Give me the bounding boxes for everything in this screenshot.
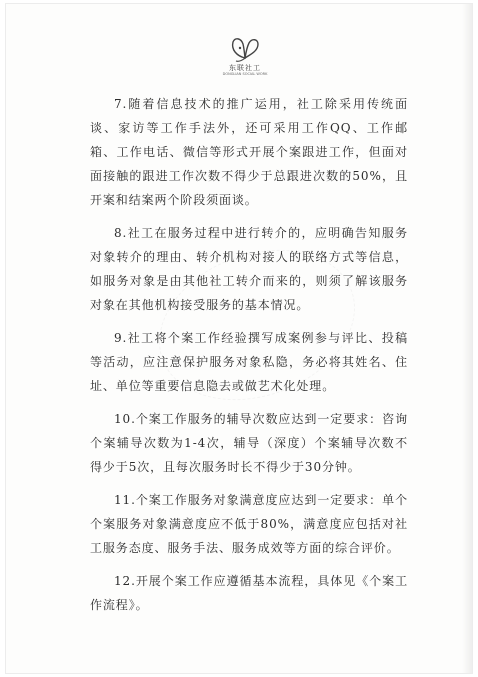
paragraph-item-9: 9.社工将个案工作经验撰写成案例参与评比、投稿等活动，应注意保护服务对象私隐，务必将其姓名、住址、单位等重要信息隐去或做艺术化处理。 xyxy=(90,331,408,393)
document-page xyxy=(6,4,472,673)
paragraph-item-10: 10.个案工作服务的辅导次数应达到一定要求：咨询个案辅导次数为1-4次，辅导（深度）个案辅导次数不得少于5次，且每次服务时长不得少于30分钟。 xyxy=(90,412,408,474)
logo-title: 东联社工 xyxy=(229,64,261,72)
paragraph-item-12: 12.开展个案工作应遵循基本流程，具体见《个案工作流程》。 xyxy=(90,574,408,612)
paragraph-item-8: 8.社工在服务过程中进行转介的，应明确告知服务对象转介的理由、转介机构对接人的联络方式等信息，如服务对象是由其他社工转介而来的，则须了解该服务对象在其他机构接受服务的基本情况。 xyxy=(90,226,408,312)
logo-subtitle: DONGLIAN SOCIAL WORK xyxy=(222,72,268,76)
organization-logo xyxy=(214,34,276,84)
paragraph-item-7: 7.随着信息技术的推广运用，社工除采用传统面谈、家访等工作手法外，还可采用工作QQ、工作邮箱、工作电话、微信等形式开展个案跟进工作，但面对面接触的跟进工作次数不得少于总跟进次数的50%，且开案和结案两个阶段须面谈。 xyxy=(90,97,408,207)
page-edge-shadow xyxy=(462,4,472,673)
butterfly-logo-icon xyxy=(225,34,265,64)
paragraph-item-11: 11.个案工作服务对象满意度应达到一定要求：单个个案服务对象满意度应不低于80%，满意度应包括对社工服务态度、服务手法、服务成效等方面的综合评价。 xyxy=(90,493,408,555)
document-body xyxy=(90,92,408,626)
